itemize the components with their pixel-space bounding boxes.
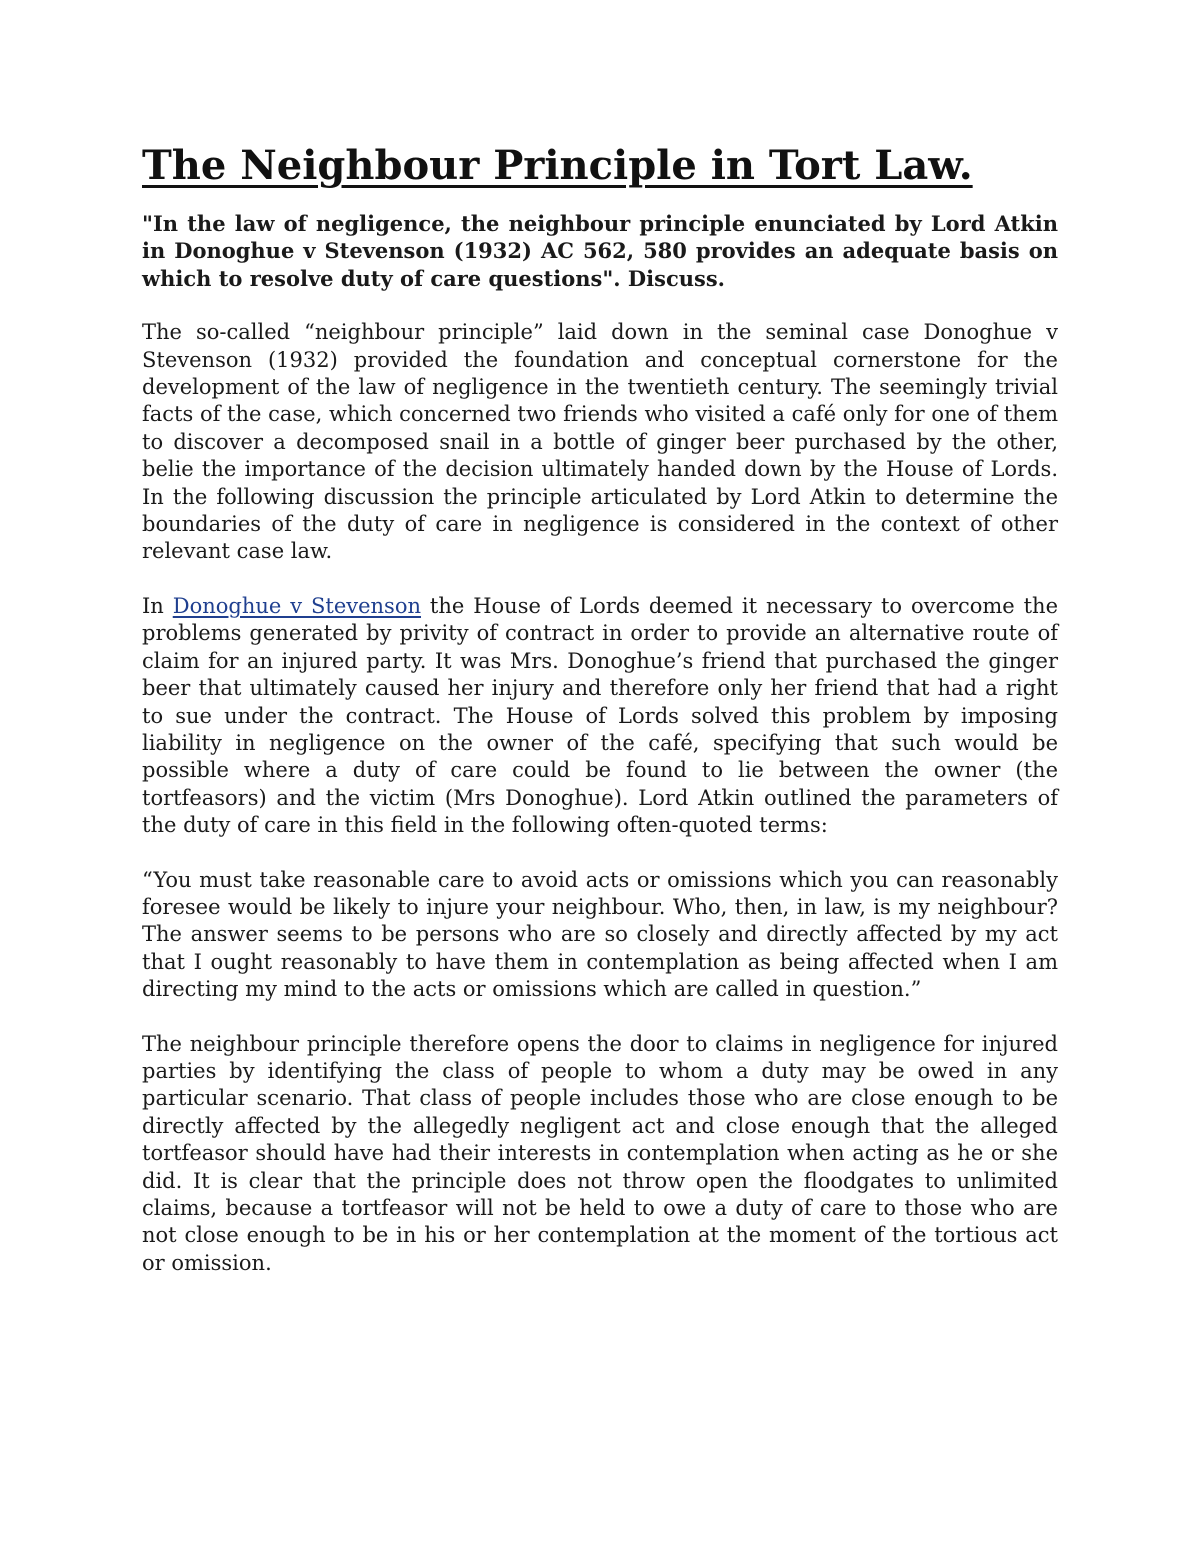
document-title: The Neighbour Principle in Tort Law. — [142, 142, 973, 189]
paragraph-conclusion: The neighbour principle therefore opens the door to claims in negligence for injured parties by identifying the class of people to whom a duty may be owed in any particular scenario. That class of people includes those who are close enough to be directly affected by the allegedly negligent act and close enough that the alleged tortfeasor should have had their interests in contemplation when acting as he or she did. It is clear that the principle does not throw open the floodgates to unlimited claims, because a tortfeasor will not be held to owe a duty of care to those who are not close enough to be in his or her contemplation at the moment of the tortious act or omission. — [142, 1031, 1058, 1275]
document-page — [142, 138, 1058, 1304]
paragraph-prefix: In — [142, 593, 173, 618]
paragraph-donoghue — [142, 593, 1058, 840]
donoghue-v-stevenson-link[interactable]: Donoghue v Stevenson — [172, 593, 422, 618]
paragraph-introduction: The so-called “neighbour principle” laid down in the seminal case Donoghue v Stevenson (1932) provided the foundation and conceptual cornerstone for the development of the law of negligence in the twentieth century. The seemingly trivial facts of the case, which concerned two friends who visited a café only for one of them to discover a decomposed snail in a bottle of ginger beer purchased by the other, belie the importance of the decision ultimately handed down by the House of Lords. In the following discussion the principle articulated by Lord Atkin to determine the boundaries of the duty of care in negligence is considered in the context of other relevant case law. — [142, 320, 1058, 564]
paragraph-suffix: the House of Lords deemed it necessary to overcome the problems generated by privity of contract in order to provide an alternative route of claim for an injured party. It was Mrs. Donoghue’s friend that purchased the ginger beer that ultimately caused her injury and therefore only her friend that had a right to sue under the contract. The House of Lords solved this problem by imposing liability in negligence on the owner of the café, specifying that such would be possible where a duty of care could be found to lie between the owner (the tortfeasors) and the victim (Mrs Donoghue). Lord Atkin outlined the parameters of the duty of care in this field in the following often-quoted terms: — [142, 593, 1059, 838]
lord-atkin-quote: “You must take reasonable care to avoid acts or omissions which you can reasonably foresee would be likely to injure your neighbour. Who, then, in law, is my neighbour? The answer seems to be persons who are so closely and directly affected by my act that I ought reasonably to have them in contemplation as being affected when I am directing my mind to the acts or omissions which are called in question.” — [142, 867, 1058, 1002]
essay-question: "In the law of negligence, the neighbour principle enunciated by Lord Atkin in Donoghue v Stevenson (1932) AC 562, 580 provides an adequate basis on which to resolve duty of care questions". Discuss. — [142, 211, 1058, 291]
